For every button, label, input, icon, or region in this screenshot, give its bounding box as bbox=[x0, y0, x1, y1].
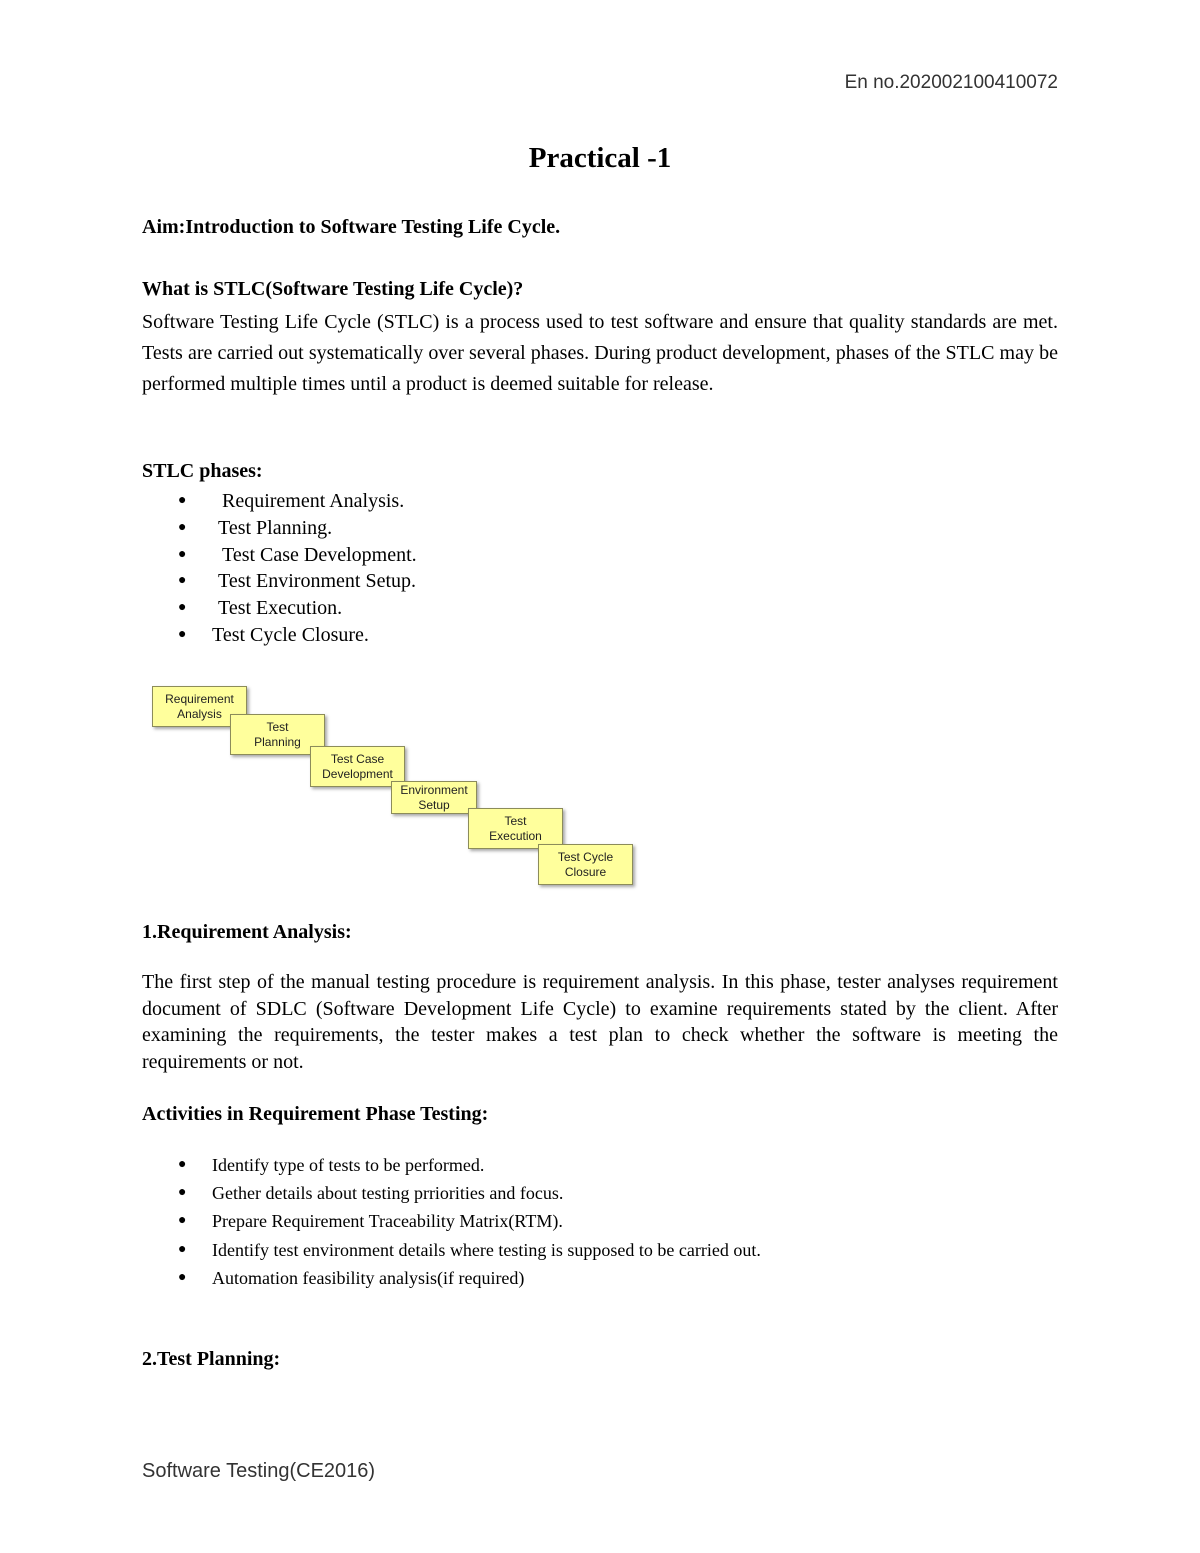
diagram-box-text: Setup bbox=[418, 797, 450, 812]
requirement-analysis-paragraph: The first step of the manual testing procedure is requirement analysis. In this phase, tester analyses requirement document of SDLC (Software Development Life Cycle) to examine requirements stated by the client. After examining the requirements, the tester makes a test plan to check whether the software is meeting the requirements or not. bbox=[142, 971, 1058, 1074]
enrollment-number: En no.202002100410072 bbox=[844, 72, 1058, 93]
diagram-box-text: Test bbox=[504, 813, 527, 828]
list-item: ● Identify test environment details where testing is supposed to be carried out. bbox=[142, 1236, 1058, 1264]
diagram-box-text: Development bbox=[322, 766, 393, 781]
diagram-box-text: Execution bbox=[489, 828, 542, 843]
list-item: ● Requirement Analysis. bbox=[142, 488, 1058, 515]
diagram-box-text: Analysis bbox=[177, 706, 222, 721]
diagram-box-text: Planning bbox=[254, 734, 301, 749]
diagram-box-test-execution bbox=[468, 808, 563, 849]
list-item: ● Gether details about testing prriorities and focus. bbox=[142, 1179, 1058, 1207]
list-item: ● Automation feasibility analysis(if required) bbox=[142, 1264, 1058, 1292]
test-planning-heading: 2.Test Planning: bbox=[142, 1348, 281, 1370]
aim-heading: Aim:Introduction to Software Testing Life Cycle. bbox=[142, 216, 561, 238]
diagram-box-text: Test Cycle bbox=[557, 849, 614, 864]
diagram-box-test-cycle-closure bbox=[538, 844, 633, 885]
diagram-box-text: Test Case bbox=[330, 751, 385, 766]
phases-list bbox=[142, 488, 1058, 649]
list-item: ● Test Case Development. bbox=[142, 542, 1058, 569]
diagram-box-text: Test bbox=[266, 719, 289, 734]
phases-heading: STLC phases: bbox=[142, 460, 263, 482]
diagram-box-text: Closure bbox=[564, 864, 607, 879]
requirement-analysis-heading: 1.Requirement Analysis: bbox=[142, 921, 352, 943]
diagram-box-text: Environment bbox=[400, 782, 468, 797]
list-item: ● Identify type of tests to be performed. bbox=[142, 1151, 1058, 1179]
activities-list bbox=[142, 1151, 1058, 1292]
footer-course: Software Testing(CE2016) bbox=[142, 1460, 376, 1482]
activities-heading: Activities in Requirement Phase Testing: bbox=[142, 1103, 489, 1125]
list-item: ● Prepare Requirement Traceability Matrix(RTM). bbox=[142, 1207, 1058, 1235]
list-item: ● Test Execution. bbox=[142, 595, 1058, 622]
stlc-staircase-diagram bbox=[150, 684, 640, 890]
list-item: ● Test Environment Setup. bbox=[142, 568, 1058, 595]
diagram-box-environment-setup bbox=[391, 781, 477, 814]
stlc-heading: What is STLC(Software Testing Life Cycle)? bbox=[142, 278, 524, 300]
list-item: ● Test Planning. bbox=[142, 515, 1058, 542]
list-item: ● Test Cycle Closure. bbox=[142, 622, 1058, 649]
stlc-paragraph: Software Testing Life Cycle (STLC) is a process used to test software and ensure that quality standards are met. Tests are carried out systematically over several phases. During product development, phases of the STLC may be performed multiple times until a product is deemed suitable for release. bbox=[142, 311, 1058, 395]
diagram-box-text: Requirement bbox=[165, 691, 234, 706]
page-title: Practical -1 bbox=[528, 142, 672, 174]
